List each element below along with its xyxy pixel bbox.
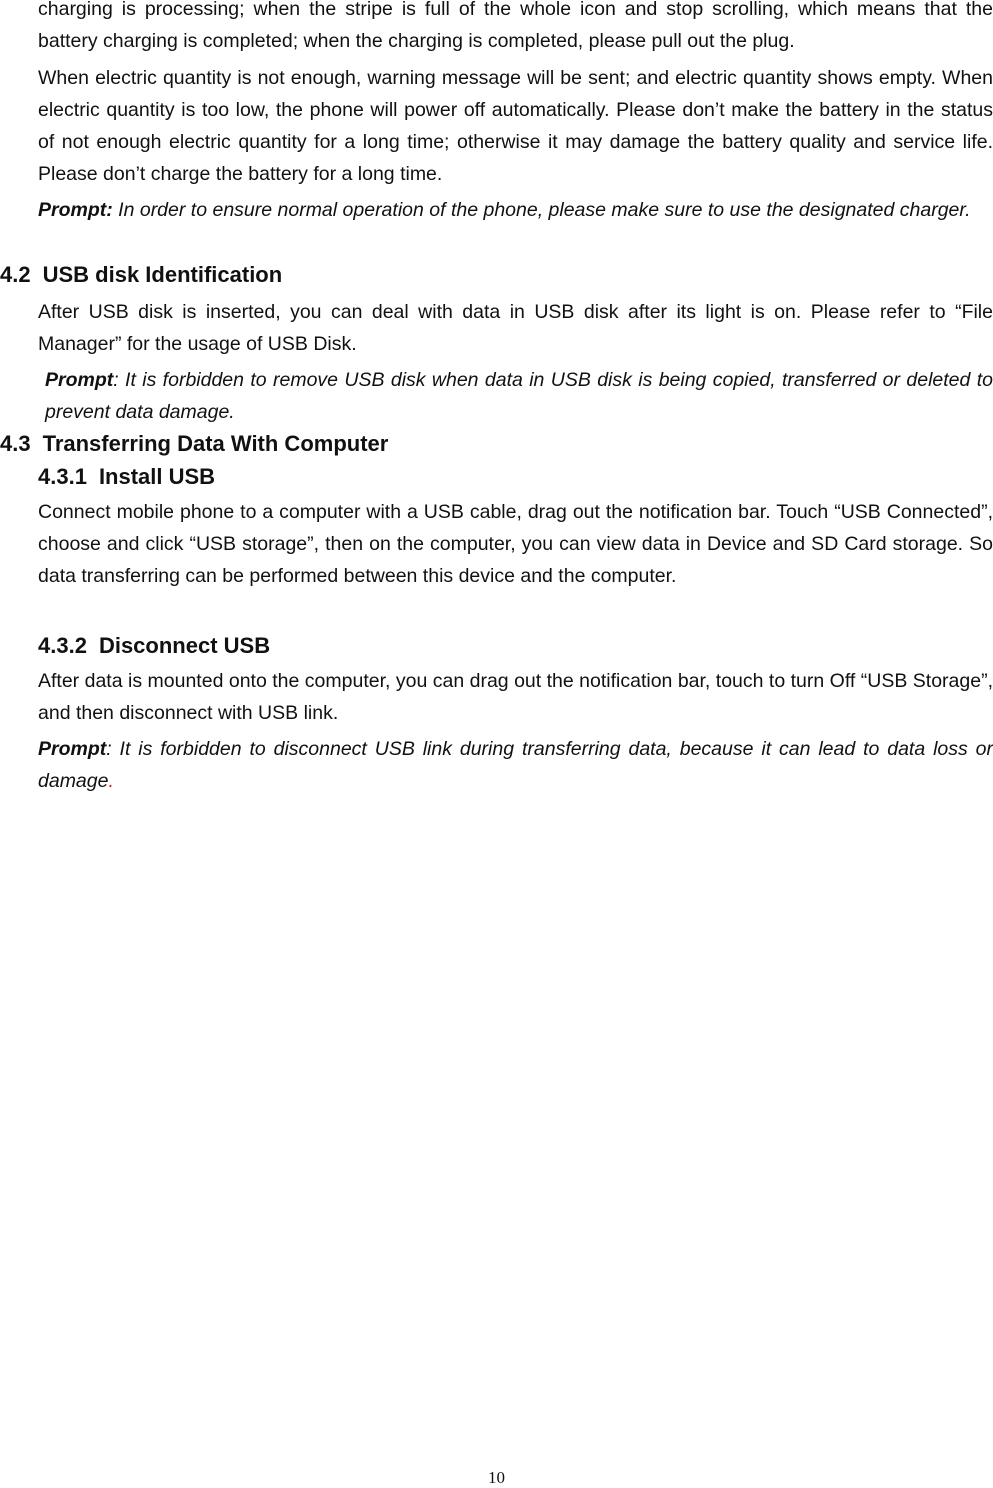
heading-transferring-data xyxy=(0,431,388,457)
heading-disconnect-usb xyxy=(38,633,270,659)
heading-number: 4.3 xyxy=(0,431,31,456)
prompt-label: Prompt xyxy=(38,738,107,760)
prompt-text: In order to ensure normal operation of the phone, please make sure to use the designated charger. xyxy=(112,199,971,221)
heading-title: Disconnect USB xyxy=(98,633,271,658)
heading-install-usb xyxy=(38,464,215,490)
page-number: 10 xyxy=(488,1468,505,1487)
prompt-end-mark: . xyxy=(108,770,114,792)
paragraph-low-power: When electric quantity is not enough, warning message will be sent; and electric quantity shows empty. When electric quantity is too low, the phone will power off automatically. Please don’t make the battery in the status of not enough electric quantity for a long time; otherwise it may damage the battery quality and service life. Please don’t charge the battery for a long time. xyxy=(38,67,993,185)
prompt-text: : It is forbidden to disconnect USB link during transferring data, because it can lead to data loss or damage xyxy=(38,738,993,792)
heading-number: 4.3.2 xyxy=(38,633,87,658)
heading-usb-disk-identification xyxy=(0,262,282,288)
prompt-disconnect-usb xyxy=(38,733,993,797)
paragraph-charging-status: charging is processing; when the stripe is full of the whole icon and stop scrolling, which means that the battery charging is completed; when the charging is completed, please pull out the plug. xyxy=(38,0,993,52)
paragraph-usb-disk: After USB disk is inserted, you can deal with data in USB disk after its light is on. Please refer to “File Manager” for the usage of USB Disk. xyxy=(38,301,993,355)
paragraph-disconnect-usb: After data is mounted onto the computer, you can drag out the notification bar, touch to turn Off “USB Storage”, and then disconnect with USB link. xyxy=(38,670,993,724)
prompt-charger xyxy=(38,194,993,226)
prompt-label: Prompt: xyxy=(38,199,113,221)
heading-title: USB disk Identification xyxy=(42,262,283,287)
prompt-text: : It is forbidden to remove USB disk when data in USB disk is being copied, transferred or deleted to prevent data damage. xyxy=(45,369,993,423)
paragraph-install-usb: Connect mobile phone to a computer with a USB cable, drag out the notification bar. Touch “USB Connected”, choose and click “USB storage”, then on the computer, you can view data in Device and SD Card storage. So data transferring can be performed between this device and the computer. xyxy=(38,501,993,587)
heading-title: Transferring Data With Computer xyxy=(42,431,389,456)
heading-title: Install USB xyxy=(98,464,216,489)
prompt-usb-disk xyxy=(45,364,993,428)
heading-number: 4.2 xyxy=(0,262,31,287)
heading-number: 4.3.1 xyxy=(38,464,87,489)
prompt-label: Prompt xyxy=(45,369,114,391)
